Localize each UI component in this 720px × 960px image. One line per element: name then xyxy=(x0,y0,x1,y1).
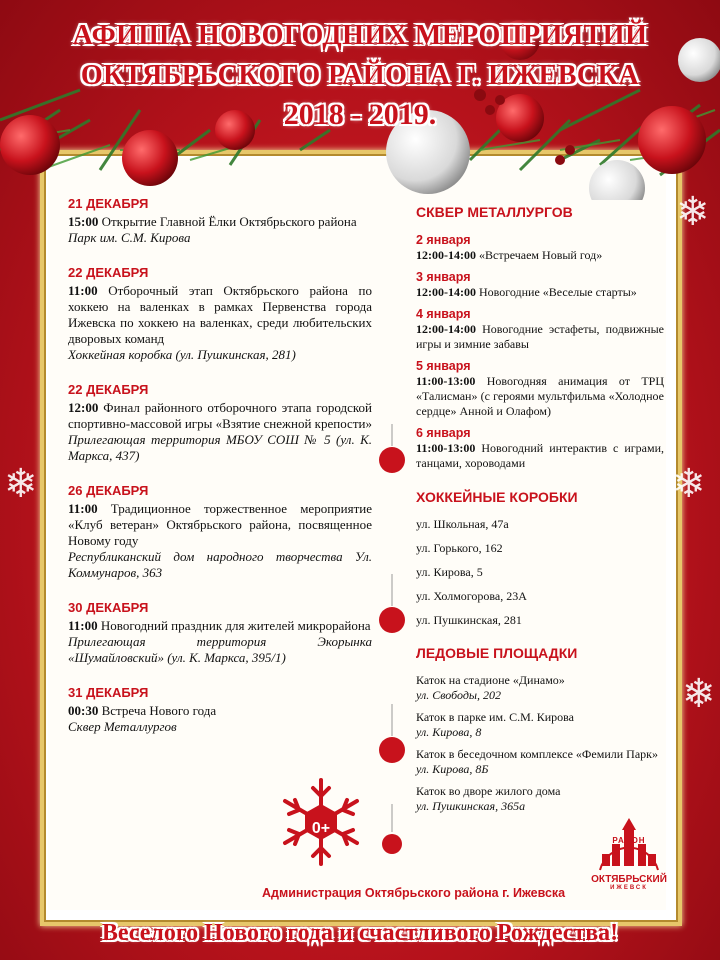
event-date: 30 ДЕКАБРЯ xyxy=(68,600,149,615)
square-event-description xyxy=(416,248,664,263)
event-date: 21 ДЕКАБРЯ xyxy=(68,196,149,211)
square-event-date: 5 января xyxy=(416,359,471,373)
ice-rink-name: Каток в беседочном комплексе «Фемили Парк» xyxy=(416,747,658,761)
ice-rink-address: ул. Пушкинская, 365а xyxy=(416,799,526,813)
square-event-date: 6 января xyxy=(416,426,471,440)
logo-top-text: РАЙОН xyxy=(612,836,646,845)
event-description xyxy=(68,400,372,432)
square-event-description xyxy=(416,374,664,419)
event-text: Финал районного отборочного этапа городской спортивно-массовой игры «Взятие снежной крепости» xyxy=(68,400,372,431)
hockey-rink-item: ул. Школьная, 47а xyxy=(416,517,509,531)
hockey-rink-item: ул. Пушкинская, 281 xyxy=(416,613,522,627)
event-time: 11:00 xyxy=(68,618,98,633)
square-event xyxy=(416,306,664,352)
snowflake-icon: ❄ xyxy=(676,189,710,234)
event-description xyxy=(68,618,372,634)
square-event-date: 4 января xyxy=(416,307,471,321)
ice-rink-name: Каток в парке им. С.М. Кирова xyxy=(416,710,574,724)
event-block xyxy=(68,685,372,735)
event-time: 11:00 xyxy=(68,501,98,516)
event-block xyxy=(68,196,372,246)
event-date: 22 ДЕКАБРЯ xyxy=(68,382,149,397)
square-event-description xyxy=(416,322,664,352)
event-description xyxy=(68,283,372,347)
event-block xyxy=(68,600,372,666)
administration-credit: Администрация Октябрьского района г. Ижевска xyxy=(262,886,566,900)
hockey-rink-item: ул. Холмогорова, 23А xyxy=(416,589,527,603)
event-time: 00:30 xyxy=(68,703,99,718)
snowflake-icon: ❄ xyxy=(682,671,716,716)
event-place: Прилегающая территория Экорынка «Шумайловский» (ул. К. Маркса, 395/1) xyxy=(68,634,372,665)
event-text: Открытие Главной Ёлки Октябрьского района xyxy=(98,214,357,229)
event-time: 15:00 xyxy=(68,214,99,229)
section-title-square: СКВЕР МЕТАЛЛУРГОВ xyxy=(416,204,573,220)
ice-rink-item xyxy=(416,673,664,703)
section-title-ice: ЛЕДОВЫЕ ПЛОЩАДКИ xyxy=(416,645,578,661)
title-line-1: АФИША НОВОГОДНИХ МЕРОПРИЯТИЙ xyxy=(72,20,648,51)
square-event-text: Новогодняя анимация от ТРЦ «Талисман» (с героями мультфильма «Холодное сердце» Анной и Олафом) xyxy=(416,374,664,418)
event-text: Встреча Нового года xyxy=(98,703,217,718)
left-events-column xyxy=(68,196,372,754)
square-event xyxy=(416,358,664,419)
event-date: 26 ДЕКАБРЯ xyxy=(68,483,149,498)
square-event-date: 2 января xyxy=(416,233,471,247)
ice-rink-address: ул. Кирова, 8Б xyxy=(416,762,489,776)
event-block xyxy=(68,483,372,581)
ice-rink-name: Каток на стадионе «Динамо» xyxy=(416,673,565,687)
square-event-text: Новогодние «Веселые старты» xyxy=(476,285,637,299)
square-event-time: 12:00-14:00 xyxy=(416,248,476,262)
event-block xyxy=(68,382,372,464)
event-place: Хоккейная коробка (ул. Пушкинская, 281) xyxy=(68,347,296,362)
event-text: Отборочный этап Октябрьского района по хоккею на валенках в рамках Первенства города Ижевска по хоккею на валенках, среди любительских дворовых команд xyxy=(68,283,372,346)
square-event-text: Новогодние эстафеты, подвижные игры и зимние забавы xyxy=(416,322,664,351)
square-event-description xyxy=(416,441,664,471)
right-column xyxy=(416,204,664,821)
ice-rink-item xyxy=(416,747,664,777)
square-event-text: Новогодний интерактив с играми, танцами, хороводами xyxy=(416,441,664,470)
square-event-time: 12:00-14:00 xyxy=(416,285,476,299)
age-rating: 0+ xyxy=(311,820,331,837)
event-time: 12:00 xyxy=(68,400,99,415)
event-place: Парк им. С.М. Кирова xyxy=(68,230,191,245)
event-place: Республиканский дом народного творчества Ул. Коммунаров, 363 xyxy=(68,549,372,580)
title-line-2: ОКТЯБРЬСКОГО РАЙОНА Г. ИЖЕВСКА xyxy=(80,60,640,91)
event-description xyxy=(68,501,372,549)
event-description xyxy=(68,703,372,719)
event-text: Традиционное торжественное мероприятие «Клуб ветеран» Октябрьского района, посвященное Новому году xyxy=(68,501,372,548)
event-date: 22 ДЕКАБРЯ xyxy=(68,265,149,280)
footer-greeting: Веселого Нового года и счастливого Рождества! xyxy=(101,920,619,946)
event-place: Прилегающая территория МБОУ СОШ № 5 (ул. К. Маркса, 437) xyxy=(68,432,372,463)
square-event-date: 3 января xyxy=(416,270,471,284)
ice-rink-item xyxy=(416,784,664,814)
event-block xyxy=(68,265,372,363)
ice-rink-name: Каток во дворе жилого дома xyxy=(416,784,561,798)
snowflake-icon: ❄ xyxy=(4,461,38,506)
logo-title: ОКТЯБРЬСКИЙ xyxy=(591,874,667,885)
hockey-rink-item: ул. Кирова, 5 xyxy=(416,565,483,579)
event-description xyxy=(68,214,372,230)
hockey-rink-item: ул. Горького, 162 xyxy=(416,541,503,555)
event-time: 11:00 xyxy=(68,283,98,298)
square-event-time: 12:00-14:00 xyxy=(416,322,476,336)
square-event xyxy=(416,425,664,471)
event-date: 31 ДЕКАБРЯ xyxy=(68,685,149,700)
square-event-description xyxy=(416,285,664,300)
logo-subtitle: ИЖЕВСК xyxy=(610,885,648,891)
hanging-ornaments xyxy=(378,424,406,854)
ice-rink-address: ул. Свободы, 202 xyxy=(416,688,502,702)
snowflake-icon: ❄ xyxy=(672,461,706,506)
square-event-time: 11:00-13:00 xyxy=(416,374,476,388)
square-event-time: 11:00-13:00 xyxy=(416,441,476,455)
event-place: Сквер Металлургов xyxy=(68,719,177,734)
event-text: Новогодний праздник для жителей микрорайона xyxy=(97,618,371,633)
ice-rink-address: ул. Кирова, 8 xyxy=(416,725,482,739)
title-year: 2018 - 2019. xyxy=(283,98,437,131)
ice-rink-item xyxy=(416,710,664,740)
square-event-text: «Встречаем Новый год» xyxy=(476,248,603,262)
section-title-hockey: ХОККЕЙНЫЕ КОРОБКИ xyxy=(416,489,578,505)
square-event xyxy=(416,269,664,300)
logo-main-text xyxy=(590,874,668,891)
square-event xyxy=(416,232,664,263)
